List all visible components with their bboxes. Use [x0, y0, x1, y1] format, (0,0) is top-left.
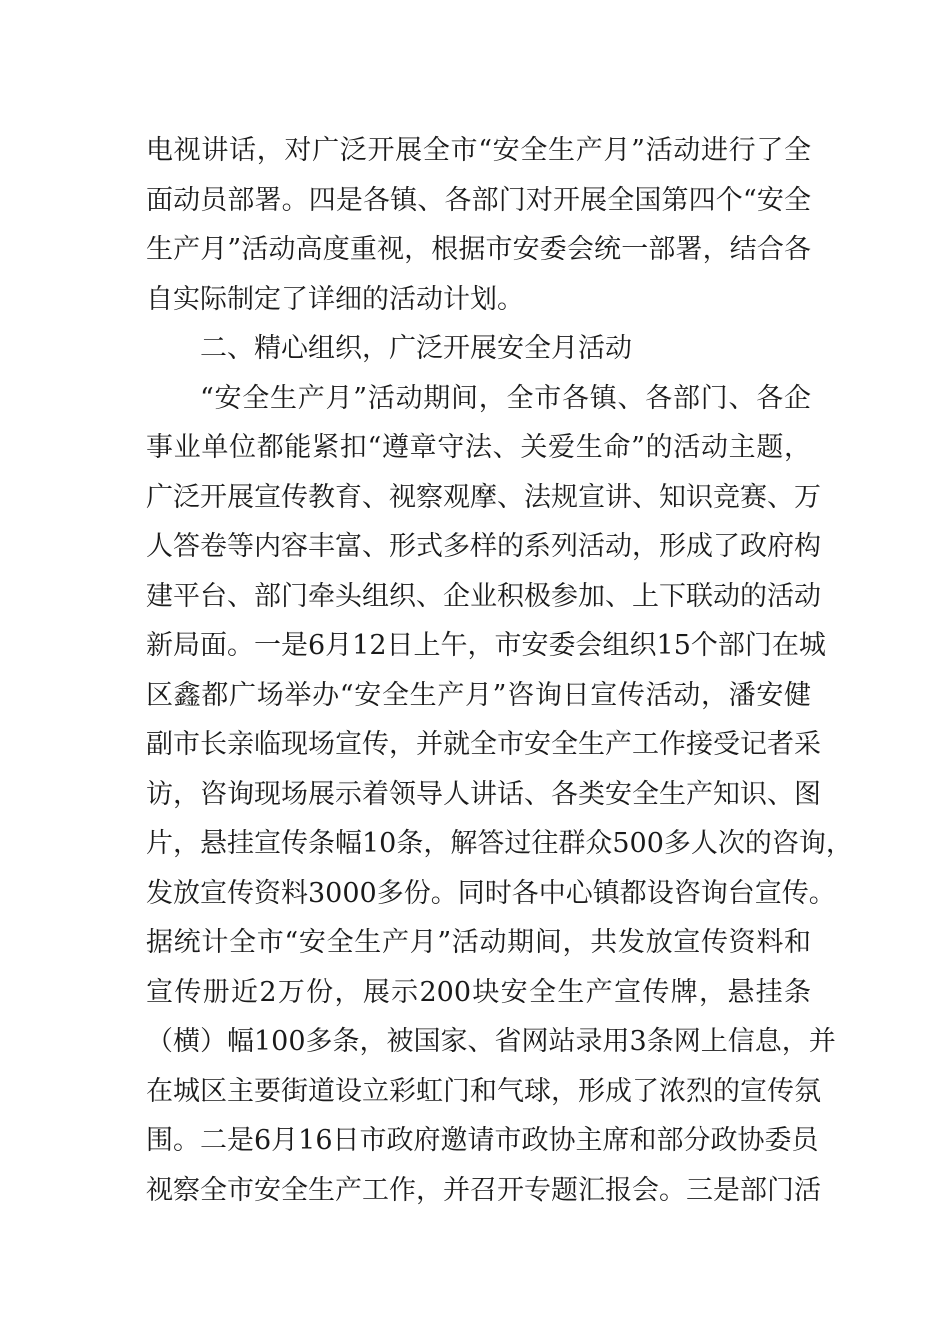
text-line: （横）幅100多条，被国家、省网站录用3条网上信息，并	[146, 1026, 836, 1057]
text-line: 建平台、部门牵头组织、企业积极参加、上下联动的活动	[146, 580, 821, 612]
text-line: 生产月”活动高度重视，根据市安委会统一部署，结合各	[146, 234, 811, 265]
text-line: 区鑫都广场举办“安全生产月”咨询日宣传活动，潘安健	[146, 679, 811, 711]
text-line: 广泛开展宣传教育、视察观摩、法规宣讲、知识竞赛、万	[146, 481, 821, 513]
text-line: 视察全市安全生产工作，并召开专题汇报会。三是部门活	[146, 1174, 821, 1206]
text-line: 据统计全市“安全生产月”活动期间，共发放宣传资料和	[146, 927, 811, 958]
text-line: 在城区主要街道设立彩虹门和气球，形成了浓烈的宣传氛	[146, 1075, 821, 1107]
section-heading: 二、精心组织，广泛开展安全月活动	[200, 333, 632, 364]
text-line: 新局面。一是6月12日上午，市安委会组织15个部门在城	[146, 630, 826, 661]
text-line: 电视讲话，对广泛开展全市“安全生产月”活动进行了全	[146, 135, 811, 166]
text-line: 发放宣传资料3000多份。同时各中心镇都设咨询台宣传。	[146, 877, 836, 909]
text-line: 副市长亲临现场宣传，并就全市安全生产工作接受记者采	[146, 729, 821, 760]
text-line: “安全生产月”活动期间，全市各镇、各部门、各企	[200, 382, 811, 414]
text-line: 面动员部署。四是各镇、各部门对开展全国第四个“安全	[146, 184, 811, 216]
text-line: 围。二是6月16日市政府邀请市政协主席和部分政协委员	[146, 1125, 819, 1156]
text-line: 宣传册近2万份，展示200块安全生产宣传牌，悬挂条	[146, 976, 811, 1008]
text-line: 人答卷等内容丰富、形式多样的系列活动，形成了政府构	[146, 531, 821, 562]
text-line: 片，悬挂宣传条幅10条，解答过往群众500多人次的咨询，	[146, 828, 853, 859]
text-line: 自实际制定了详细的活动计划。	[146, 283, 524, 315]
text-line: 访，咨询现场展示着领导人讲话、各类安全生产知识、图	[146, 778, 821, 810]
text-line: 事业单位都能紧扣“遵章守法、关爱生命”的活动主题，	[146, 432, 811, 463]
document-body	[146, 126, 853, 1215]
